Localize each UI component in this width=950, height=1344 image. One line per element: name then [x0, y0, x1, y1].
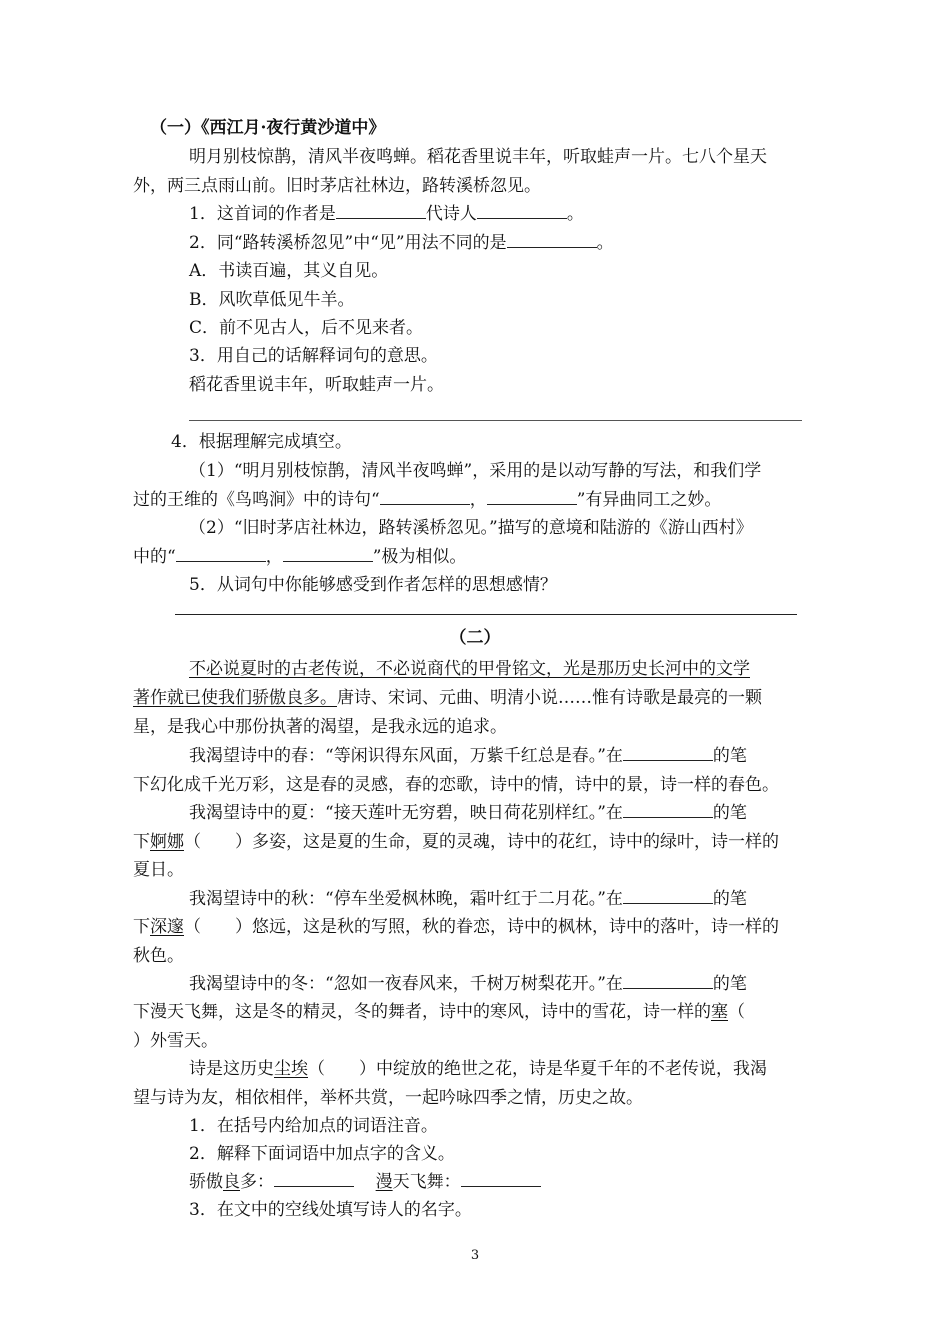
- q41-text-b: ，: [469, 490, 487, 510]
- question-5: 5．从词句中你能够感受到作者怎样的思想感情？: [189, 575, 557, 595]
- question-4: 4．根据理解完成填空。: [171, 432, 352, 452]
- underlined-sentence: 著作就已使我们骄傲良多。: [133, 688, 337, 708]
- summer-2a: 下: [133, 832, 150, 852]
- question-4-1-line-1: （1）“明月别枝惊鹊，清风半夜鸣蝉”，采用的是以动写静的写法，和我们学: [189, 461, 762, 481]
- dotted-word: 尘埃: [274, 1059, 308, 1079]
- autumn-line-1: [189, 885, 747, 913]
- q41-text-a: 过的王维的《鸟鸣涧》中的诗句“: [133, 490, 380, 510]
- winter-2a: 下漫天飞舞，这是冬的精灵，冬的舞者，诗中的寒风，诗中的雪花，诗一样的: [133, 1002, 711, 1022]
- word1-b: 多：: [240, 1172, 274, 1192]
- answer-blank[interactable]: [487, 486, 577, 505]
- s2-question-2: 2．解释下面词语中加点字的含义。: [189, 1144, 455, 1164]
- q42-text-b: ，: [265, 547, 283, 567]
- dotted-char: 漫: [375, 1172, 393, 1192]
- summer-text-end: 的笔: [712, 803, 747, 823]
- spring-line-1: [189, 742, 747, 770]
- last-para-line-1: [189, 1055, 767, 1083]
- passage-line-2: [133, 684, 762, 712]
- passage-line-3: 星，是我心中那份执著的渴望，是我永远的追求。: [133, 717, 507, 737]
- question-4-2-line-2: [133, 543, 466, 571]
- question-1-text-c: 。: [566, 204, 584, 224]
- autumn-text: 我渴望诗中的秋：“停车坐爱枫林晚，霜叶红于二月花。”在: [189, 889, 623, 909]
- spring-text: 我渴望诗中的春：“等闲识得东风面，万紫千红总是春。”在: [189, 746, 623, 766]
- last-para-line-2: 望与诗为友，相依相伴，举杯共赏，一起吟咏四季之情，历史之故。: [133, 1088, 643, 1108]
- summer-line-3: 夏日。: [133, 860, 184, 880]
- question-3: 3．用自己的话解释词句的意思。: [189, 346, 438, 366]
- answer-blank[interactable]: [623, 742, 713, 761]
- section1-title: （一）《西江月·夜行黄沙道中》: [150, 118, 386, 138]
- question-2-text-b: 。: [596, 233, 614, 253]
- answer-blank[interactable]: [336, 200, 426, 219]
- question-2-text-a: 2．同“路转溪桥忽见”中“见”用法不同的是: [189, 233, 507, 253]
- dotted-word: 深邃: [150, 917, 184, 937]
- question-4-2-line-1: （2）“旧时茅店社林边，路转溪桥忽见。”描写的意境和陆游的《游山西村》: [189, 518, 753, 538]
- answer-line[interactable]: [189, 420, 802, 421]
- question-1: [189, 200, 584, 228]
- option-a: A．书读百遍，其义自见。: [189, 261, 389, 281]
- question-1-text-a: 1．这首词的作者是: [189, 204, 336, 224]
- passage-line-1: 不必说夏时的古老传说，不必说商代的甲骨铭文，光是那历史长河中的文学: [189, 659, 750, 679]
- q41-text-c: ”有异曲同工之妙。: [576, 490, 722, 510]
- s2-question-1: 1．在括号内给加点的词语注音。: [189, 1116, 438, 1136]
- s2-question-2-words: [189, 1168, 541, 1196]
- passage-line-2-rest: 唐诗、宋词、元曲、明清小说……惟有诗歌是最亮的一颗: [337, 688, 762, 708]
- question-4-1-line-2: [133, 486, 721, 514]
- autumn-text-end: 的笔: [712, 889, 747, 909]
- summer-2b: （ ）多姿，这是夏的生命，夏的灵魂，诗中的花红，诗中的绿叶，诗一样的: [184, 832, 779, 852]
- winter-line-2: [133, 998, 745, 1026]
- autumn-line-3: 秋色。: [133, 946, 184, 966]
- word2-b: 天飞舞：: [392, 1172, 461, 1192]
- spring-line-2: 下幻化成千光万彩，这是春的灵感，春的恋歌，诗中的情，诗中的景，诗一样的春色。: [133, 775, 779, 795]
- dotted-word: 婀娜: [150, 832, 184, 852]
- answer-blank[interactable]: [477, 200, 567, 219]
- poem-line-2: 外，两三点雨山前。旧时茅店社林边，路转溪桥忽见。: [133, 176, 541, 196]
- winter-text: 我渴望诗中的冬：“忽如一夜春风来，千树万树梨花开。”在: [189, 974, 623, 994]
- winter-line-3: ）外雪天。: [133, 1031, 218, 1051]
- winter-2b: （: [728, 1002, 745, 1022]
- last-1a: 诗是这历史: [189, 1059, 274, 1079]
- answer-blank[interactable]: [176, 543, 266, 562]
- winter-text-end: 的笔: [712, 974, 747, 994]
- answer-line[interactable]: [175, 614, 797, 615]
- dotted-char: 良: [223, 1172, 240, 1192]
- option-b: B．风吹草低见牛羊。: [189, 290, 355, 310]
- last-1b: （ ）中绽放的绝世之花，诗是华夏千年的不老传说，我渴: [308, 1059, 767, 1079]
- word1-a: 骄傲: [189, 1172, 223, 1192]
- s2-question-3: 3．在文中的空线处填写诗人的名字。: [189, 1200, 472, 1220]
- autumn-2b: （ ）悠远，这是秋的写照，秋的眷恋，诗中的枫林，诗中的落叶，诗一样的: [184, 917, 779, 937]
- answer-blank[interactable]: [623, 799, 713, 818]
- q42-text-a: 中的“: [133, 547, 176, 567]
- option-c: C．前不见古人，后不见来者。: [189, 318, 424, 338]
- dotted-word: 塞: [711, 1002, 728, 1022]
- summer-text: 我渴望诗中的夏：“接天莲叶无穷碧，映日荷花别样红。”在: [189, 803, 623, 823]
- question-1-text-b: 代诗人: [425, 204, 477, 224]
- summer-line-2: [133, 828, 779, 856]
- answer-blank[interactable]: [623, 970, 713, 989]
- question-2: [189, 229, 614, 257]
- answer-blank[interactable]: [274, 1168, 354, 1187]
- spring-text-end: 的笔: [712, 746, 747, 766]
- summer-line-1: [189, 799, 747, 827]
- autumn-line-2: [133, 913, 779, 941]
- question-3-line: 稻花香里说丰年，听取蛙声一片。: [189, 375, 444, 395]
- answer-blank[interactable]: [507, 229, 597, 248]
- page-number: 3: [470, 1248, 480, 1263]
- answer-blank[interactable]: [461, 1168, 541, 1187]
- answer-blank[interactable]: [283, 543, 373, 562]
- section2-title: （二）: [449, 628, 501, 648]
- autumn-2a: 下: [133, 917, 150, 937]
- answer-blank[interactable]: [380, 486, 470, 505]
- poem-line-1: 明月别枝惊鹊，清风半夜鸣蝉。稻花香里说丰年，听取蛙声一片。七八个星天: [189, 147, 767, 167]
- winter-line-1: [189, 970, 747, 998]
- q42-text-c: ”极为相似。: [372, 547, 467, 567]
- answer-blank[interactable]: [623, 885, 713, 904]
